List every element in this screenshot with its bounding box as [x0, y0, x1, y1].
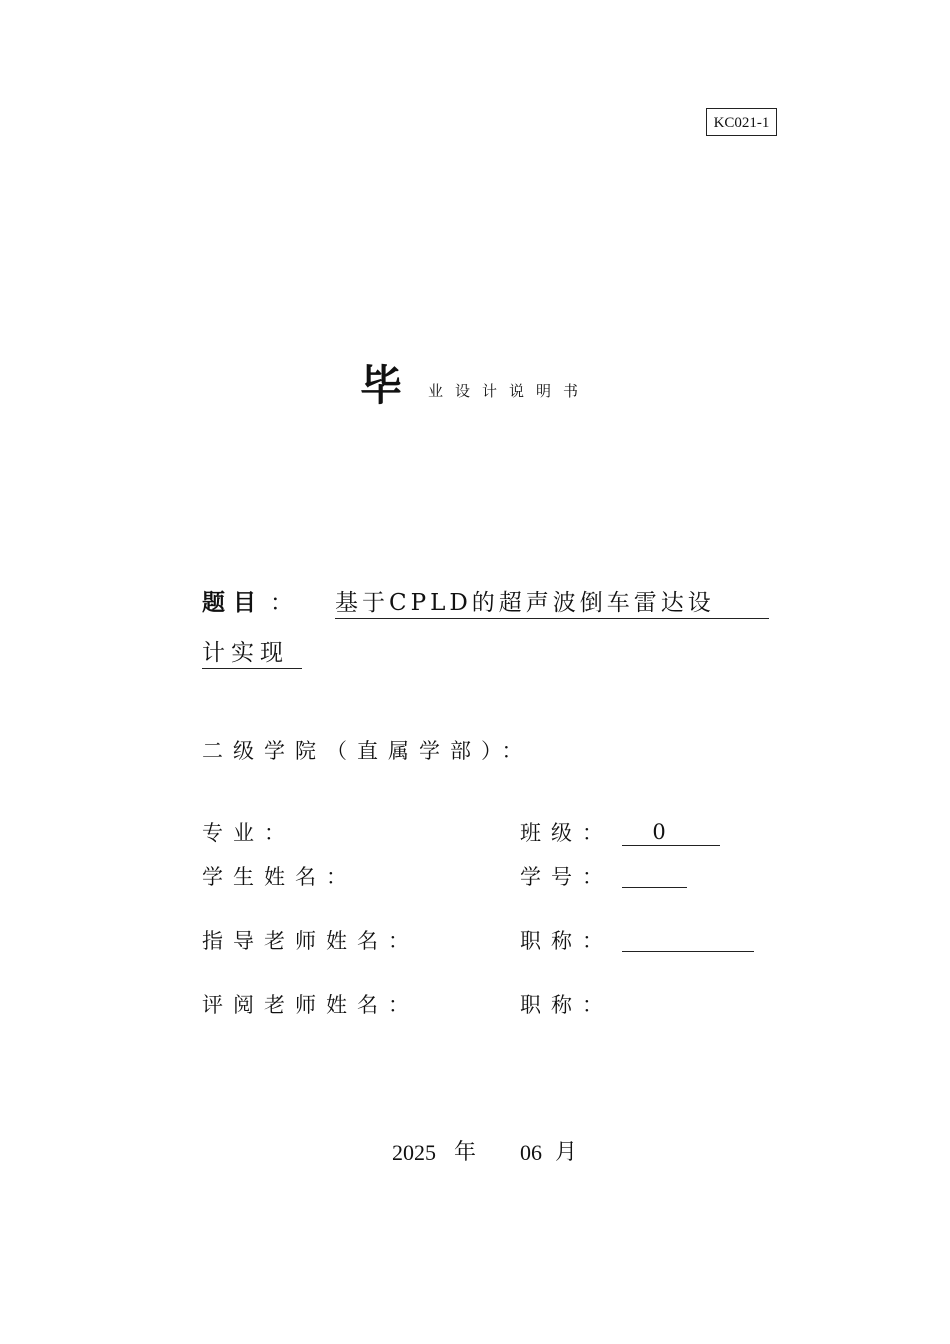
date-year-unit: 年 — [454, 1140, 477, 1165]
date-year: 2025 — [392, 1140, 436, 1165]
topic-line-2: 计实现 — [202, 638, 302, 669]
title-first-char: 毕 — [360, 361, 403, 410]
reviewer-name-label: 评阅老师姓名： — [202, 993, 419, 1017]
student-id-field — [622, 861, 687, 888]
class-value-field — [622, 819, 720, 846]
title-rest: 业设计说明书 — [428, 382, 591, 400]
advisor-title-field — [622, 925, 754, 952]
reviewer-title-label: 职称： — [520, 993, 613, 1017]
class-value: 0 — [652, 820, 666, 844]
topic-label: 题目 — [202, 589, 264, 616]
major-label: 专业： — [202, 821, 295, 845]
class-label: 班级： — [520, 821, 613, 845]
document-code: KC021-1 — [706, 108, 777, 136]
topic-colon: ： — [270, 590, 293, 616]
date-month-unit: 月 — [555, 1140, 578, 1165]
student-id-label: 学号： — [520, 865, 613, 889]
student-name-label: 学生姓名： — [202, 865, 357, 889]
date-month: 06 — [520, 1140, 542, 1165]
college-label: 二级学院（直属学部）： — [202, 739, 533, 763]
advisor-name-label: 指导老师姓名： — [202, 929, 419, 953]
topic-line-1: 基于CPLD的超声波倒车雷达设 — [335, 588, 769, 619]
advisor-title-label: 职称： — [520, 929, 613, 953]
